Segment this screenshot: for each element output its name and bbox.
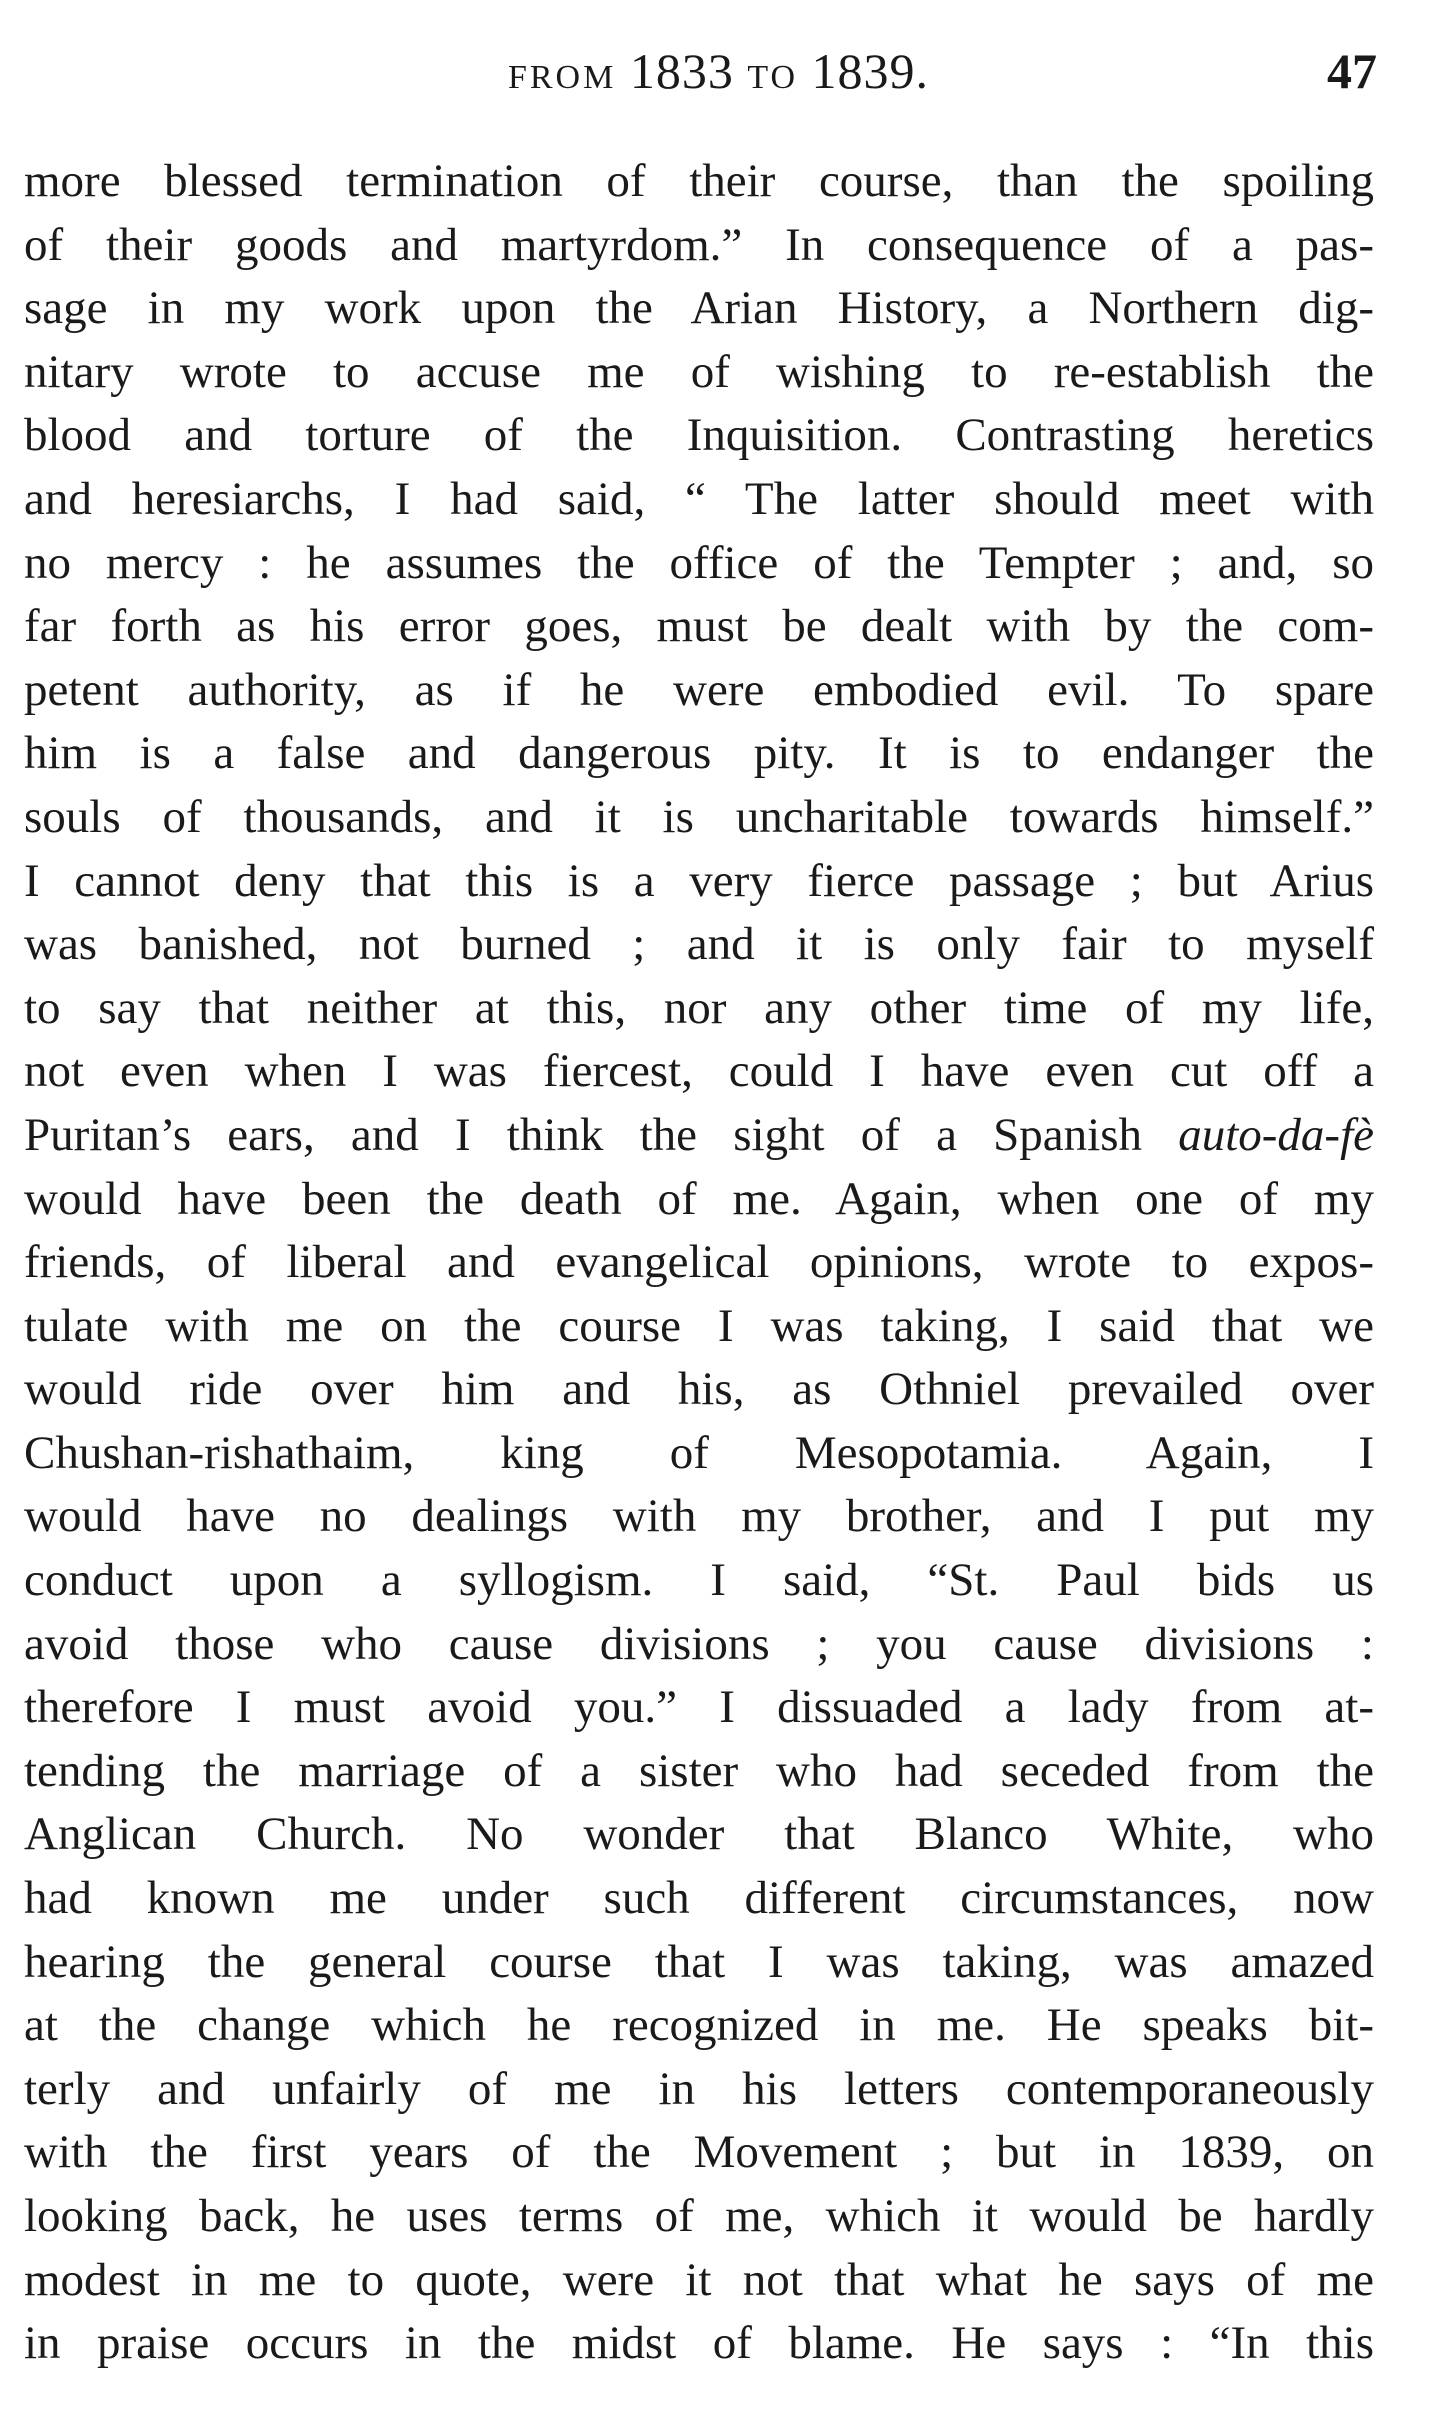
text-line: nitary wrote to accuse me of wishing to re-establish the bbox=[24, 345, 1374, 398]
text-line: friends, of liberal and evangelical opinions, wrote to expos- bbox=[24, 1236, 1374, 1289]
text-line: looking back, he uses terms of me, which it would be hardly bbox=[24, 2190, 1374, 2242]
text-line: at the change which he recognized in me. He speaks bit- bbox=[24, 1999, 1374, 2052]
body-text bbox=[24, 150, 1374, 2376]
running-header bbox=[0, 28, 1437, 98]
text-line: hearing the general course that I was taking, was amazed bbox=[24, 1935, 1374, 1988]
text-line: sage in my work upon the Arian History, a Northern dig- bbox=[24, 282, 1374, 335]
text-line: blood and torture of the Inquisition. Contrasting heretics bbox=[24, 409, 1374, 462]
text-line: would have been the death of me. Again, when one of my bbox=[24, 1172, 1374, 1225]
running-title bbox=[0, 42, 1437, 100]
italic-phrase: auto-da-fè bbox=[1178, 1108, 1374, 1161]
text-line: therefore I must avoid you.” I dissuaded a lady from at- bbox=[24, 1681, 1374, 1734]
text-line: with the first years of the Movement ; but in 1839, on bbox=[24, 2126, 1374, 2179]
text-line: modest in me to quote, were it not that what he says of me bbox=[24, 2253, 1374, 2306]
text-line: I cannot deny that this is a very fierce passage ; but Arius bbox=[24, 854, 1374, 907]
text-line: petent authority, as if he were embodied evil. To spare bbox=[24, 663, 1374, 716]
text-line-lead: Puritan’s ears, and I think the sight of a Spanish bbox=[24, 1108, 1143, 1161]
running-title-year-start: 1833 bbox=[629, 43, 734, 99]
text-line: tulate with me on the course I was taking, I said that we bbox=[24, 1299, 1374, 1352]
text-line: had known me under such different circumstances, now bbox=[24, 1872, 1374, 1925]
text-line: conduct upon a syllogism. I said, “St. Paul bids us bbox=[24, 1554, 1374, 1607]
text-line: souls of thousands, and it is uncharitable towards himself.” bbox=[24, 790, 1374, 843]
text-line: not even when I was fiercest, could I have even cut off a bbox=[24, 1045, 1374, 1098]
text-line: more blessed termination of their course, than the spoiling bbox=[24, 155, 1374, 207]
text-line: in praise occurs in the midst of blame. He says : “In this bbox=[24, 2317, 1374, 2370]
text-line: of their goods and martyrdom.” In consequence of a pas- bbox=[24, 218, 1374, 271]
text-line: him is a false and dangerous pity. It is to endanger the bbox=[24, 727, 1374, 780]
page-number: 47 bbox=[1327, 43, 1377, 99]
text-line: avoid those who cause divisions ; you cause divisions : bbox=[24, 1617, 1374, 1670]
text-line: Anglican Church. No wonder that Blanco White, who bbox=[24, 1808, 1374, 1861]
text-line: to say that neither at this, nor any other time of my life, bbox=[24, 981, 1374, 1034]
text-line: would ride over him and his, as Othniel prevailed over bbox=[24, 1363, 1374, 1416]
text-line: Chushan-rishathaim, king of Mesopotamia. Again, I bbox=[24, 1426, 1374, 1479]
text-line: was banished, not burned ; and it is only fair to myself bbox=[24, 918, 1374, 971]
text-line: terly and unfairly of me in his letters contemporaneously bbox=[24, 2062, 1374, 2115]
text-line-with-italic bbox=[24, 1104, 1374, 1168]
text-line: tending the marriage of a sister who had seceded from the bbox=[24, 1744, 1374, 1797]
text-line: far forth as his error goes, must be dealt with by the com- bbox=[24, 600, 1374, 653]
text-line: and heresiarchs, I had said, “ The latter should meet with bbox=[24, 472, 1374, 525]
text-line: would have no dealings with my brother, and I put my bbox=[24, 1490, 1374, 1543]
text-line: no mercy : he assumes the office of the Tempter ; and, so bbox=[24, 536, 1374, 589]
running-title-mid: TO bbox=[747, 59, 799, 96]
running-title-year-end: 1839. bbox=[811, 43, 930, 99]
running-title-prefix: FROM bbox=[507, 59, 617, 96]
